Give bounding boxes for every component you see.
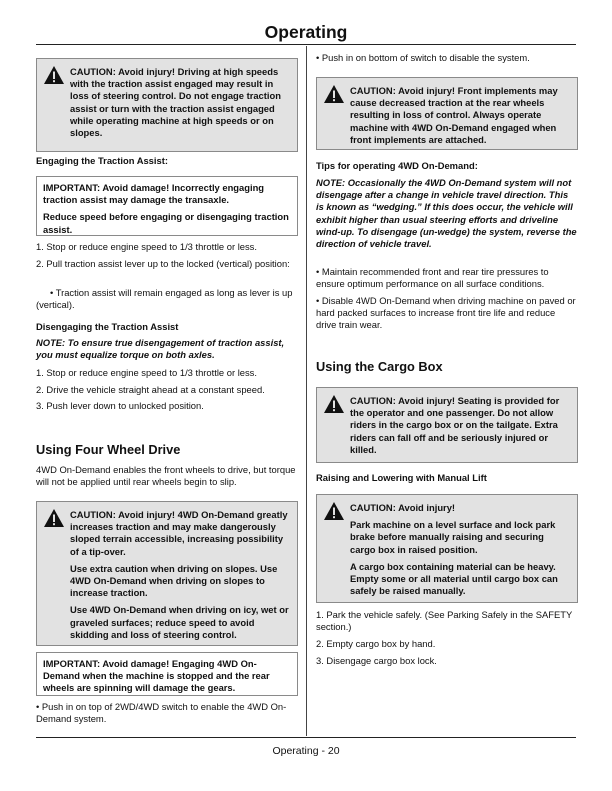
important-text: IMPORTANT: Avoid damage! Incorrectly engaging traction assist may damage the transaxle. (43, 182, 265, 206)
caution-box-front-implements (316, 77, 578, 150)
step-text: 2. Drive the vehicle straight ahead at a constant speed. (36, 384, 265, 395)
section-heading-engaging: Engaging the Traction Assist: (36, 155, 168, 166)
bullet-text: • Disable 4WD On-Demand when driving machine on paved or hard packed surfaces to increase front tire life and reduce drive train wear. (316, 295, 576, 331)
caution-text: CAUTION: Avoid injury! 4WD On-Demand greatly increases traction and may make dangerously sloped terrain accessible, increasing possibility of a tip-over. (70, 509, 288, 557)
bullet-text: • Traction assist will remain engaged as long as lever is up (vertical). (36, 287, 293, 311)
caution-text: CAUTION: Avoid injury! Seating is provided for the operator and one passenger. Do not allow riders in the cargo box or on the tailgate. Extra riders can fall off and be seriously injured or killed. (350, 395, 560, 455)
step-text: 1. Stop or reduce engine speed to 1/3 throttle or less. (36, 241, 257, 252)
warning-icon (43, 508, 65, 528)
intro-text: 4WD On-Demand enables the front wheels to drive, but torque will not be applied until rear wheels begin to slip. (36, 464, 296, 488)
warning-icon (323, 394, 345, 414)
caution-label: CAUTION: Avoid injury! (350, 502, 456, 513)
footer-rule (36, 737, 576, 738)
warning-icon (323, 501, 345, 521)
caution-text: A cargo box containing material can be heavy. Empty some or all material until cargo box can safely be raised manually. (350, 560, 558, 597)
caution-box-4wd (36, 501, 298, 646)
important-box-gears (36, 652, 298, 696)
important-text: IMPORTANT: Avoid damage! Engaging 4WD On-Demand when the machine is stopped and the rear wheels are spinning will damage the gears. (43, 658, 270, 694)
warning-icon (43, 65, 65, 85)
caution-text: CAUTION: Avoid injury! Driving at high speeds with the traction assist engaged may result in loss of steering control. Do not engage traction assist or turn with the traction assist engaged while operating machine at high speeds or on slopes. (70, 66, 281, 139)
caution-text: Use 4WD On-Demand when driving on icy, wet or graveled surfaces; reduce speed to avoid skidding and loss of steering control. (70, 604, 289, 640)
caution-text: Use extra caution when driving on slopes. Use 4WD On-Demand when driving on slopes to increase traction. (70, 562, 278, 599)
step-text: 3. Disengage cargo box lock. (316, 655, 437, 666)
caution-box-riders (316, 387, 578, 463)
bullet-text: • Push in on bottom of switch to disable the system. (316, 52, 530, 63)
step-text: 1. Park the vehicle safely. (See Parking Safely in the SAFETY section.) (316, 609, 573, 633)
caution-box-manual-lift (316, 494, 578, 603)
section-heading-four-wheel-drive: Using Four Wheel Drive (36, 442, 181, 457)
section-heading-cargo-box: Using the Cargo Box (316, 359, 443, 374)
caution-text: CAUTION: Avoid injury! Front implements may cause decreased traction at the rear wheels resulting in loss of control. Always operate machine with 4WD On-Demand engaged when front implements are attached. (350, 85, 558, 145)
bullet-text: • Push in on top of 2WD/4WD switch to enable the 4WD On-Demand system. (36, 701, 287, 725)
important-text: Reduce speed before engaging or disengaging traction assist. (43, 211, 289, 235)
note-text: NOTE: Occasionally the 4WD On-Demand system will not disengage after a change in vehicle travel direction. This is known as “wedging.” If this does occur, the vehicle will exhibit higher than usual steering efforts and driveline wind-up. To disengage (un-wedge) the system, reverse the direction of vehicle travel. (316, 177, 577, 250)
step-text: 2. Empty cargo box by hand. (316, 638, 436, 649)
step-text: 3. Push lever down to unlocked position. (36, 400, 204, 411)
page-title: Operating (264, 22, 348, 42)
caution-box-traction-speed (36, 58, 298, 152)
column-divider (306, 46, 307, 736)
page-footer: Operating - 20 (272, 745, 340, 757)
important-box-transaxle (36, 176, 298, 236)
step-text: 2. Pull traction assist lever up to the locked (vertical) position: (36, 258, 290, 269)
section-heading-tips: Tips for operating 4WD On-Demand: (316, 160, 478, 171)
section-heading-raising-lowering: Raising and Lowering with Manual Lift (316, 472, 487, 483)
header-rule (36, 44, 576, 45)
caution-text: Park machine on a level surface and lock park brake before manually raising and securing cargo box in raised position. (350, 519, 556, 555)
note-text: NOTE: To ensure true disengagement of traction assist, you must equalize torque on both axles. (36, 337, 285, 361)
bullet-text: • Maintain recommended front and rear tire pressures to ensure optimum performance on all surface conditions. (316, 266, 549, 290)
section-heading-disengaging: Disengaging the Traction Assist (36, 321, 179, 332)
warning-icon (323, 84, 345, 104)
step-text: 1. Stop or reduce engine speed to 1/3 throttle or less. (36, 367, 257, 378)
